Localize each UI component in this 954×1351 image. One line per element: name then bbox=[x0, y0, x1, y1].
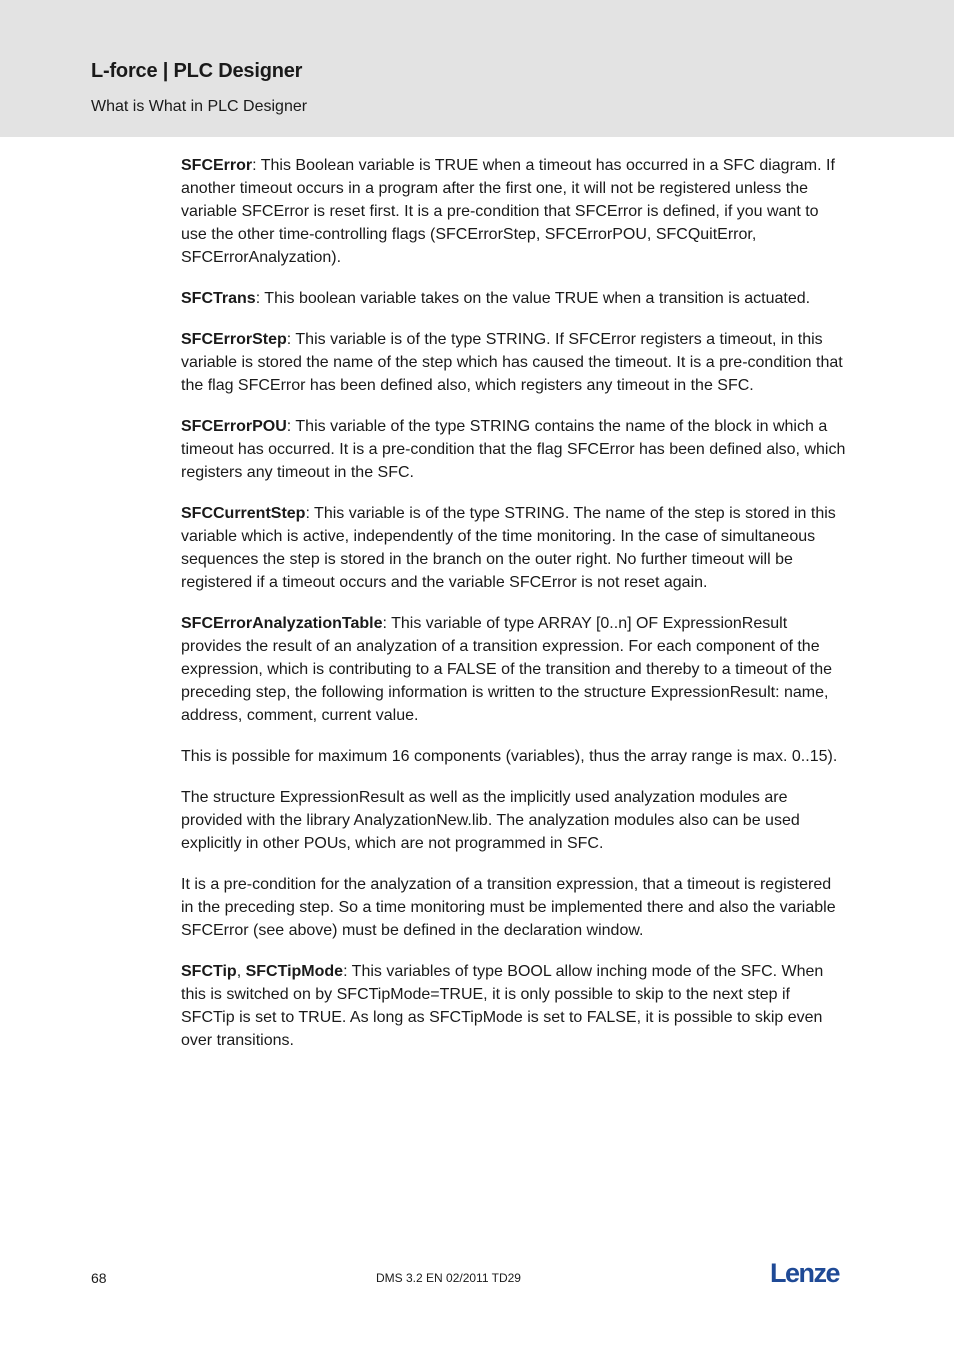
paragraph-sfcerror bbox=[181, 154, 846, 269]
paragraph-expressionresult bbox=[181, 786, 846, 855]
paragraph-sfcerrorstep bbox=[181, 328, 846, 397]
term-label: SFCTipMode bbox=[245, 963, 344, 980]
term-label: SFCTrans bbox=[181, 290, 256, 307]
paragraph-sfccurrentstep bbox=[181, 502, 846, 594]
body-text bbox=[181, 154, 846, 1070]
paragraph-sfcerroranalyzationtable bbox=[181, 612, 846, 727]
lenze-logo: Lenze bbox=[770, 1258, 840, 1288]
term-separator: , bbox=[236, 963, 246, 980]
paragraph-text: : This variable of type ARRAY [0..n] OF ExpressionResult provides the result of an analyzation of a transition expression. For each component of the expression, which is contributing to a FALSE of the transition and thereby to a timeout of the preceding step, the following information is written to the structure ExpressionResult: name, address, comment, current value. bbox=[181, 615, 833, 724]
paragraph-text: : This variable is of the type STRING. The name of the step is stored in this variable which is active, independently of the time monitoring. In the case of simultaneous sequences the step is stored in the branch on the outer right. No further timeout will be registered if a timeout occurs and the variable SFCError is not reset again. bbox=[181, 505, 836, 591]
page-number: 68 bbox=[91, 1270, 107, 1286]
paragraph-text: : This variable is of the type STRING. If SFCError registers a timeout, in this variable is stored the name of the step which has caused the timeout. It is a pre-condition that the flag SFCError has been defined also, which registers any timeout in the SFC. bbox=[181, 331, 843, 394]
term-label: SFCErrorAnalyzationTable bbox=[181, 615, 383, 632]
paragraph-text: : This variable of the type STRING contains the name of the block in which a timeout has occurred. It is a pre-condition that the flag SFCError has been defined also, which registers any timeout in the SFC. bbox=[181, 418, 846, 481]
paragraph-text: This is possible for maximum 16 components (variables), thus the array range is max. 0..15). bbox=[181, 748, 838, 765]
document-id: DMS 3.2 EN 02/2011 TD29 bbox=[376, 1271, 521, 1285]
paragraph-text: : This Boolean variable is TRUE when a timeout has occurred in a SFC diagram. If another timeout occurs in a program after the first one, it will not be registered unless the variable SFCError is reset first. It is a pre-condition that SFCError is defined, if you want to use the other time-controlling flags (SFCErrorStep, SFCErrorPOU, SFCQuitError, SFCErrorAnalyzation). bbox=[181, 157, 835, 266]
paragraph-precondition bbox=[181, 873, 846, 942]
section-subtitle: What is What in PLC Designer bbox=[91, 98, 308, 115]
paragraph-text: It is a pre-condition for the analyzation of a transition expression, that a timeout is registered in the preceding step. So a time monitoring must be implemented there and also the variable SFCError (see above) must be defined in the declaration window. bbox=[181, 876, 836, 939]
paragraph-sfcerrorpou bbox=[181, 415, 846, 484]
term-label: SFCError bbox=[181, 157, 253, 174]
document-title: L-force | PLC Designer bbox=[91, 60, 303, 82]
paragraph-sfctip bbox=[181, 960, 846, 1052]
term-label: SFCErrorPOU bbox=[181, 418, 287, 435]
paragraph-sfctrans bbox=[181, 287, 846, 310]
paragraph-text: : This variables of type BOOL allow inching mode of the SFC. When this is switched on by SFCTipMode=TRUE, it is only possible to skip to the next step if SFCTip is set to TRUE. As long as SFCTipMode is set to FALSE, it is possible to skip even over transitions. bbox=[181, 963, 824, 1049]
term-label: SFCCurrentStep bbox=[181, 505, 306, 522]
term-label: SFCErrorStep bbox=[181, 331, 287, 348]
paragraph-array-range bbox=[181, 745, 846, 768]
paragraph-text: The structure ExpressionResult as well as the implicitly used analyzation modules are provided with the library AnalyzationNew.lib. The analyzation modules also can be used explicitly in other POUs, which are not programmed in SFC. bbox=[181, 789, 800, 852]
paragraph-text: : This boolean variable takes on the value TRUE when a transition is actuated. bbox=[255, 290, 811, 307]
page-header bbox=[0, 0, 954, 137]
term-label: SFCTip bbox=[181, 963, 237, 980]
